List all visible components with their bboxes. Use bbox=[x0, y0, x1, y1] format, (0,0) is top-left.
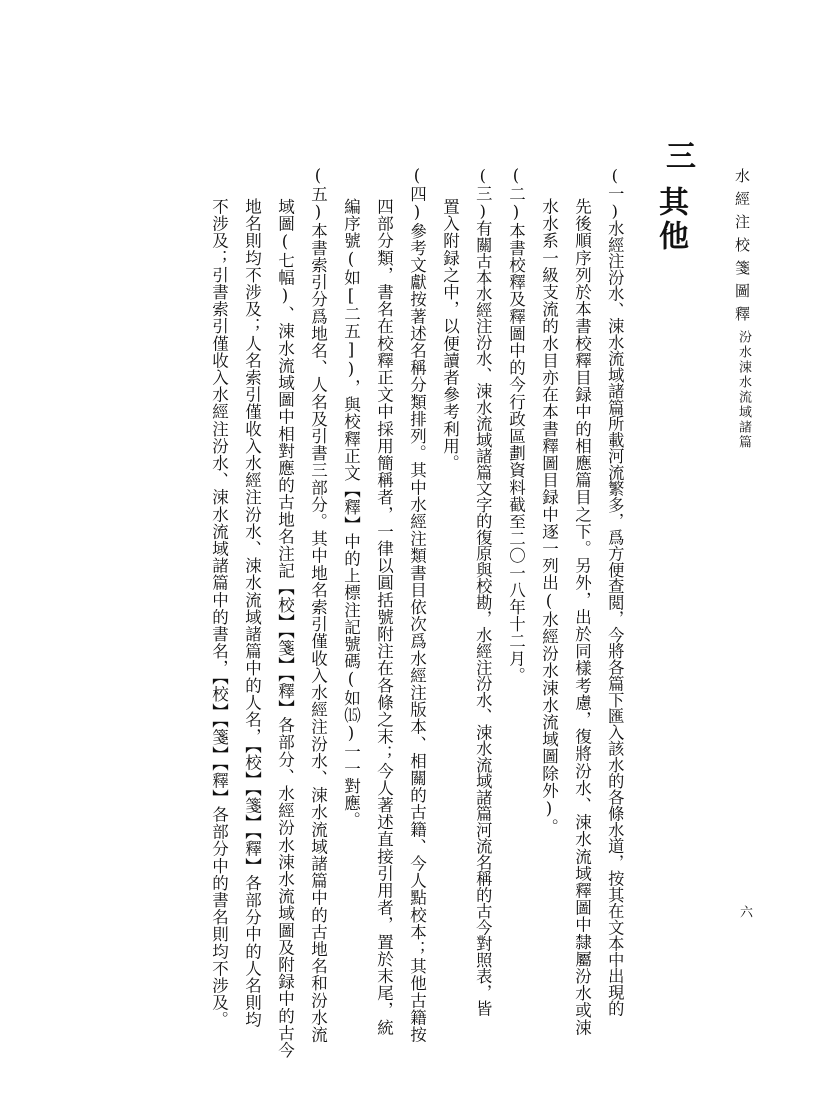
text-column: 域圖(七幅)、涑水流域圖中相對應的古地名注記【校】【箋】【釋】各部分、水經汾水涑水流域圖及附録中的古今 bbox=[275, 198, 295, 1059]
text-column: (五)本書索引分爲地名、人名及引書三部分。其中地名索引僅收入水經注汾水、涑水流域諸篇中的古地名和汾水流 bbox=[308, 166, 328, 1044]
text-column: 編序號(如[二五])，與校釋正文【釋】中的上標注記號碼(如⒂)一一對應。 bbox=[341, 198, 361, 829]
running-subtitle: 汾水涑水流域諸篇 bbox=[736, 330, 751, 450]
text-column: 不涉及；引書索引僅收入水經注汾水、涑水流域諸篇中的書名，【校】【箋】【釋】各部分中的書名則均不涉及。 bbox=[209, 198, 229, 1029]
text-column: 地名則均不涉及；人名索引僅收入水經注汾水、涑水流域諸篇中的人名，【校】【箋】【釋】各部分中的人名則均 bbox=[242, 198, 262, 1029]
text-column: (二)本書校釋及釋圖中的今行政區劃資料截至二〇一八年十二月。 bbox=[506, 166, 526, 684]
text-column: (三)有關古本水經注汾水、涑水流域諸篇文字的復原與校勘，水經注汾水、涑水流域諸篇河流名稱的古今對照表，皆 bbox=[473, 166, 493, 1017]
text-column: 先後順序列於本書校釋目録中的相應篇目之下。另外，出於同樣考慮，復將汾水、涑水流域釋圖中隸屬汾水或涑 bbox=[572, 198, 592, 1036]
running-title: 水經注校箋圖釋 bbox=[733, 168, 751, 329]
text-column: 置入附録之中，以便讀者參考利用。 bbox=[440, 198, 460, 472]
text-column: (一)水經注汾水、涑水流域諸篇所載河流繁多，爲方便查閲，今將各篇下匯入該水的各條水道，按其在文本中出現的 bbox=[605, 166, 625, 1017]
text-column: 四部分類，書名在校釋正文中採用簡稱者，一律以圓括號附注在各條之末；今人著述直接引用者，置於末尾，統 bbox=[374, 198, 394, 1036]
text-column: (四)參考文獻按著述名稱分類排列。其中水經注類書目依次爲水經注版本、相關的古籍、今人點校本；其他古籍按 bbox=[407, 166, 427, 1044]
section-number: 三 bbox=[660, 140, 695, 170]
text-column: 水水系一級支流的水目亦在本書釋圖目録中逐一列出(水經汾水涑水流域圖除外)。 bbox=[539, 198, 559, 836]
section-title: 其他 bbox=[653, 186, 688, 254]
page-number: 六 bbox=[737, 905, 752, 918]
